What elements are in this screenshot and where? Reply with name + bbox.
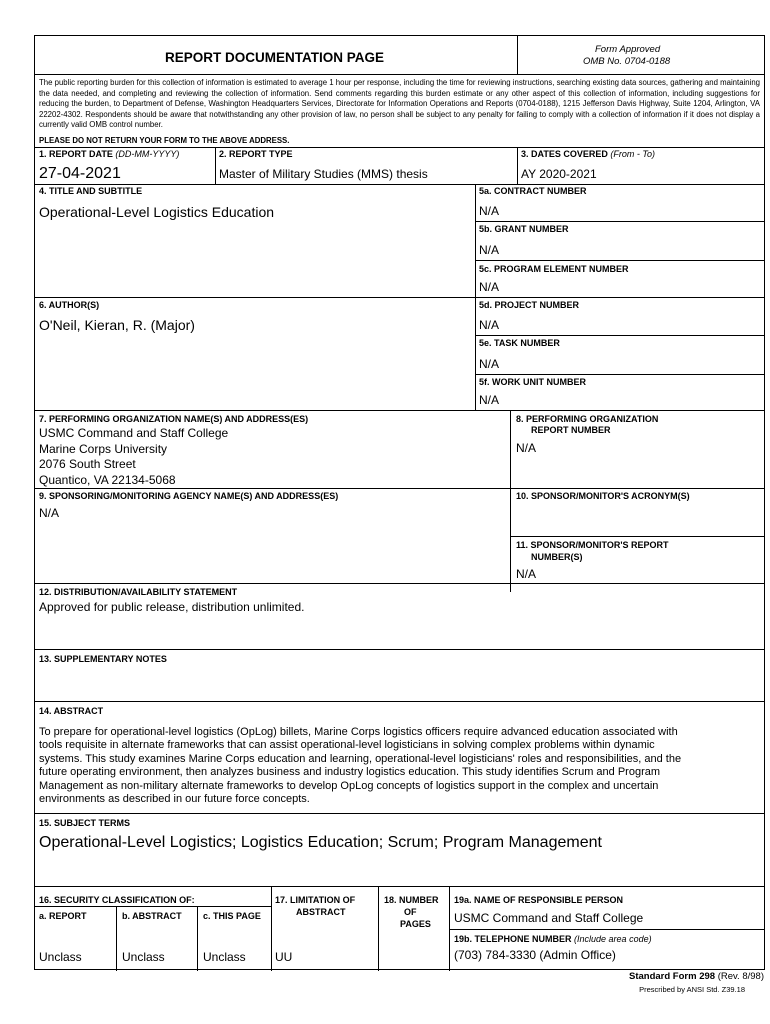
work-unit-label: 5f. WORK UNIT NUMBER <box>479 377 586 387</box>
title-label: 4. TITLE AND SUBTITLE <box>39 186 143 196</box>
burden-notice: The public reporting burden for this collection of information is estimated to average 1 hour per response, including the time for reviewing instructions, searching existing data sources, gathering and maintaining the data needed, and completing and reviewing the collection of information. Send comments regarding this burden estimate or any other aspect of this collection of information, including suggestions for reducing the burden, to Department of Defense, Washington Headquarters Services, Directorate for Information Operations and Reports (0704-0188), 1215 Jefferson Davis Highway, Suite 1204, Arlington, VA 22202-4302. Respondents should be aware that notwithstanding any other provision of law, no person shall be subject to any penalty for failing to comply with a collection of information if it does not display a currently valid OMB control number. <box>39 78 760 130</box>
abstract-text: To prepare for operational-level logistics (OpLog) billets, Marine Corps logistics officers require advanced education associated with tools requisite in alternate frameworks that can assist operational-level logisticians in solving complex problems within dynamic systems. This study examines Marine Corps education and learning, operational-level logisticians' roles and responsibilities, and the future operating environment, then analyzes business and industry logistics education. This study identifies Scrum and Program Management as non-military alternate frameworks to develop OpLog concepts of logistics support in the complex and uncertain environments as described in our future force concepts. <box>39 726 682 806</box>
task-number-label: 5e. TASK NUMBER <box>479 338 560 348</box>
number-of-pages-label-2: OF <box>404 907 417 917</box>
dates-covered-label: 3. DATES COVERED (From - To) <box>521 149 656 159</box>
form-approved-label: Form Approved <box>595 44 661 55</box>
security-report-label: a. REPORT <box>39 911 87 921</box>
security-this-page-value: Unclass <box>203 950 246 964</box>
security-abstract-value: Unclass <box>122 950 165 964</box>
report-type-value: Master of Military Studies (MMS) thesis <box>219 167 428 181</box>
limitation-label-2: ABSTRACT <box>296 907 346 917</box>
telephone-value: (703) 784-3330 (Admin Office) <box>454 948 616 962</box>
abstract-label: 14. ABSTRACT <box>39 706 104 716</box>
sponsor-report-number-label: 11. SPONSOR/MONITOR'S REPORT <box>516 540 669 550</box>
contract-number-value: N/A <box>479 204 500 218</box>
distribution-label: 12. DISTRIBUTION/AVAILABILITY STATEMENT <box>39 587 238 597</box>
project-number-value: N/A <box>479 318 500 332</box>
sponsoring-agency-label: 9. SPONSORING/MONITORING AGENCY NAME(S) AND ADDRESS(ES) <box>39 491 339 501</box>
report-type-label: 2. REPORT TYPE <box>219 149 293 159</box>
performing-report-number-label-2: REPORT NUMBER <box>531 425 611 435</box>
limitation-label: 17. LIMITATION OF <box>275 895 356 905</box>
program-element-value: N/A <box>479 280 500 294</box>
sponsor-acronym-label: 10. SPONSOR/MONITOR'S ACRONYM(S) <box>516 491 690 501</box>
program-element-label: 5c. PROGRAM ELEMENT NUMBER <box>479 264 629 274</box>
performing-report-number-label: 8. PERFORMING ORGANIZATION <box>516 414 659 424</box>
report-date-value: 27-04-2021 <box>39 165 121 182</box>
work-unit-value: N/A <box>479 393 500 407</box>
security-abstract-label: b. ABSTRACT <box>122 911 182 921</box>
performing-org-label: 7. PERFORMING ORGANIZATION NAME(S) AND ADDRESS(ES) <box>39 414 309 424</box>
performing-org-line-1: USMC Command and Staff College <box>39 426 229 440</box>
responsible-person-value: USMC Command and Staff College <box>454 911 644 925</box>
security-this-page-label: c. THIS PAGE <box>203 911 261 921</box>
author-label: 6. AUTHOR(S) <box>39 300 100 310</box>
number-of-pages-label-3: PAGES <box>400 919 431 929</box>
ansi-prescribed-note: Prescribed by ANSI Std. Z39.18 <box>639 985 745 994</box>
omb-number: OMB No. 0704-0188 <box>583 56 671 67</box>
grant-number-value: N/A <box>479 243 500 257</box>
security-report-value: Unclass <box>39 950 82 964</box>
security-classification-label: 16. SECURITY CLASSIFICATION OF: <box>39 895 195 905</box>
title-value: Operational-Level Logistics Education <box>39 204 275 220</box>
project-number-label: 5d. PROJECT NUMBER <box>479 300 580 310</box>
performing-org-line-3: 2076 South Street <box>39 457 136 471</box>
supplementary-notes-label: 13. SUPPLEMENTARY NOTES <box>39 654 167 664</box>
report-date-label: 1. REPORT DATE (DD-MM-YYYY) <box>39 149 180 159</box>
performing-org-line-4: Quantico, VA 22134-5068 <box>39 473 176 487</box>
sponsor-report-number-label-2: NUMBER(S) <box>531 552 583 562</box>
limitation-value: UU <box>275 950 293 964</box>
performing-report-number-value: N/A <box>516 441 537 455</box>
standard-form-number: Standard Form 298 (Rev. 8/98) <box>629 971 764 982</box>
subject-terms-label: 15. SUBJECT TERMS <box>39 818 131 828</box>
grant-number-label: 5b. GRANT NUMBER <box>479 224 569 234</box>
do-not-return-notice: PLEASE DO NOT RETURN YOUR FORM TO THE ABOVE ADDRESS. <box>39 136 290 145</box>
performing-org-line-2: Marine Corps University <box>39 442 168 456</box>
number-of-pages-label: 18. NUMBER <box>384 895 439 905</box>
telephone-label: 19b. TELEPHONE NUMBER (Include area code) <box>454 934 652 944</box>
sponsor-report-number-value: N/A <box>516 567 537 581</box>
sponsoring-agency-value: N/A <box>39 506 60 520</box>
dates-covered-value: AY 2020-2021 <box>521 167 597 181</box>
author-value: O'Neil, Kieran, R. (Major) <box>39 317 195 333</box>
distribution-value: Approved for public release, distribution unlimited. <box>39 600 305 614</box>
form-title: REPORT DOCUMENTATION PAGE <box>165 50 384 65</box>
contract-number-label: 5a. CONTRACT NUMBER <box>479 186 587 196</box>
responsible-person-label: 19a. NAME OF RESPONSIBLE PERSON <box>454 895 624 905</box>
subject-terms-value: Operational-Level Logistics; Logistics Education; Scrum; Program Management <box>39 834 602 851</box>
task-number-value: N/A <box>479 357 500 371</box>
report-documentation-form <box>34 35 765 970</box>
